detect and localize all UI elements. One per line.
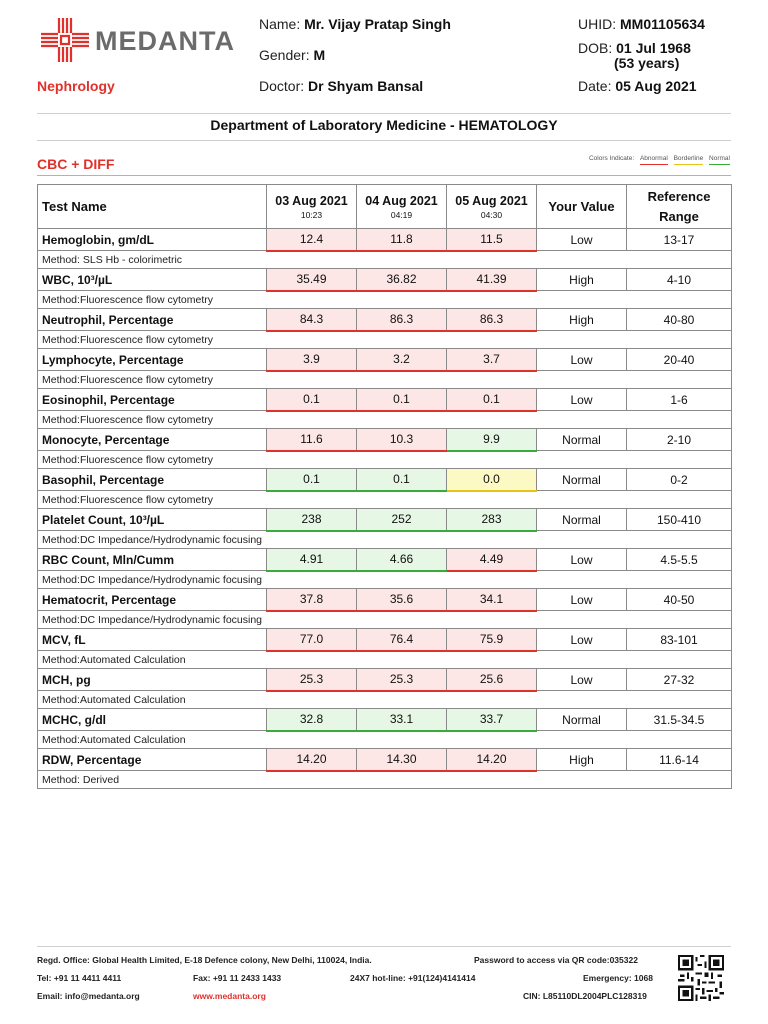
your-value-cell: High <box>537 749 627 771</box>
method-cell: Method:Fluorescence flow cytometry <box>38 371 732 389</box>
reference-range-cell: 20-40 <box>627 349 732 371</box>
test-name-cell: MCH, pg <box>38 669 267 691</box>
result-value-cell: 37.8 <box>267 589 357 611</box>
col-date-2-time: 04:19 <box>390 209 413 220</box>
table-row <box>38 629 732 651</box>
col-date-1-time: 10:23 <box>300 209 323 220</box>
table-row <box>38 709 732 731</box>
table-row <box>38 469 732 491</box>
result-value-cell: 10.3 <box>357 429 447 451</box>
test-name-cell: Monocyte, Percentage <box>38 429 267 451</box>
method-cell: Method:Fluorescence flow cytometry <box>38 331 732 349</box>
results-table <box>37 184 732 789</box>
reference-range-cell: 13-17 <box>627 229 732 251</box>
col-date-1 <box>267 185 357 229</box>
reference-range-cell: 31.5-34.5 <box>627 709 732 731</box>
result-value-cell: 14.20 <box>267 749 357 771</box>
col-reference-range: Reference Range <box>627 185 732 229</box>
uhid-label: UHID: <box>578 16 617 32</box>
result-value-cell: 0.1 <box>267 389 357 411</box>
method-row <box>38 771 732 789</box>
reference-range-cell: 40-80 <box>627 309 732 331</box>
uhid <box>578 16 705 32</box>
result-value-cell: 4.66 <box>357 549 447 571</box>
method-row <box>38 251 732 269</box>
result-value-cell: 12.4 <box>267 229 357 251</box>
table-row <box>38 549 732 571</box>
method-cell: Method:Fluorescence flow cytometry <box>38 291 732 309</box>
legend-normal: Normal <box>709 155 730 165</box>
patient-gender <box>259 47 325 63</box>
reference-range-cell: 27-32 <box>627 669 732 691</box>
dob-value: 01 Jul 1968 <box>616 40 691 56</box>
result-value-cell: 77.0 <box>267 629 357 651</box>
method-row <box>38 491 732 509</box>
test-name-cell: Eosinophil, Percentage <box>38 389 267 411</box>
table-row <box>38 229 732 251</box>
test-name-cell: Platelet Count, 10³/µL <box>38 509 267 531</box>
method-row <box>38 531 732 549</box>
result-value-cell: 33.1 <box>357 709 447 731</box>
medanta-logo-icon <box>37 18 93 62</box>
footer-cin: CIN: L85110DL2004PLC128319 <box>523 991 647 1001</box>
test-name-cell: RDW, Percentage <box>38 749 267 771</box>
your-value-cell: Low <box>537 549 627 571</box>
footer-divider <box>37 946 731 947</box>
test-name-cell: Lymphocyte, Percentage <box>38 349 267 371</box>
table-header-row <box>38 185 732 229</box>
table-row <box>38 749 732 771</box>
table-row <box>38 509 732 531</box>
result-value-cell: 41.39 <box>447 269 537 291</box>
col-date-3 <box>447 185 537 229</box>
qr-code-icon[interactable] <box>678 955 724 1001</box>
result-value-cell: 86.3 <box>447 309 537 331</box>
method-cell: Method:DC Impedance/Hydrodynamic focusing <box>38 571 732 589</box>
result-value-cell: 0.1 <box>267 469 357 491</box>
doctor-value: Dr Shyam Bansal <box>308 78 424 94</box>
footer-fax: Fax: +91 11 2433 1433 <box>193 973 282 983</box>
your-value-cell: Normal <box>537 709 627 731</box>
test-name-cell: MCV, fL <box>38 629 267 651</box>
footer-hotline: 24X7 hot-line: +91(124)4141414 <box>350 973 476 983</box>
date-label: Date: <box>578 78 612 94</box>
reference-range-cell: 40-50 <box>627 589 732 611</box>
test-name-cell: Hemoglobin, gm/dL <box>38 229 267 251</box>
test-name-cell: Basophil, Percentage <box>38 469 267 491</box>
result-value-cell: 25.6 <box>447 669 537 691</box>
report-date <box>578 78 697 94</box>
method-cell: Method:DC Impedance/Hydrodynamic focusing <box>38 611 732 629</box>
section-title: CBC + DIFF <box>37 156 115 172</box>
result-value-cell: 3.7 <box>447 349 537 371</box>
your-value-cell: Normal <box>537 429 627 451</box>
table-row <box>38 309 732 331</box>
result-value-cell: 0.1 <box>357 389 447 411</box>
age-value: (53 years) <box>614 55 680 71</box>
result-value-cell: 0.1 <box>357 469 447 491</box>
method-row <box>38 411 732 429</box>
method-cell: Method:Automated Calculation <box>38 691 732 709</box>
patient-name <box>259 16 451 32</box>
footer-website-link[interactable]: www.medanta.org <box>193 991 266 1001</box>
result-value-cell: 86.3 <box>357 309 447 331</box>
your-value-cell: Low <box>537 629 627 651</box>
result-value-cell: 25.3 <box>357 669 447 691</box>
reference-range-cell: 11.6-14 <box>627 749 732 771</box>
footer-office: Regd. Office: Global Health Limited, E-18 Defence colony, New Delhi, 110024, India. <box>37 955 372 965</box>
name-label: Name: <box>259 16 301 32</box>
result-value-cell: 35.6 <box>357 589 447 611</box>
your-value-cell: Low <box>537 389 627 411</box>
legend-label: Colors Indicate: <box>588 155 635 162</box>
reference-range-cell: 0-2 <box>627 469 732 491</box>
reference-range-cell: 83-101 <box>627 629 732 651</box>
col-date-2 <box>357 185 447 229</box>
reference-range-cell: 150-410 <box>627 509 732 531</box>
table-row <box>38 269 732 291</box>
test-name-cell: RBC Count, Mln/Cumm <box>38 549 267 571</box>
result-value-cell: 0.1 <box>447 389 537 411</box>
method-cell: Method:DC Impedance/Hydrodynamic focusing <box>38 531 732 549</box>
results-body <box>38 229 732 789</box>
table-row <box>38 389 732 411</box>
result-value-cell: 34.1 <box>447 589 537 611</box>
your-value-cell: Low <box>537 229 627 251</box>
result-value-cell: 283 <box>447 509 537 531</box>
legend-borderline: Borderline <box>674 155 704 165</box>
method-row <box>38 611 732 629</box>
result-value-cell: 25.3 <box>267 669 357 691</box>
color-legend <box>589 155 730 165</box>
logo-text: MEDANTA <box>95 26 235 56</box>
result-value-cell: 32.8 <box>267 709 357 731</box>
method-row <box>38 331 732 349</box>
gender-label: Gender: <box>259 47 310 63</box>
method-cell: Method:Automated Calculation <box>38 731 732 749</box>
col-date-3-date: 05 Aug 2021 <box>455 193 528 208</box>
method-cell: Method:Fluorescence flow cytometry <box>38 411 732 429</box>
method-row <box>38 571 732 589</box>
col-date-2-date: 04 Aug 2021 <box>365 193 438 208</box>
result-value-cell: 36.82 <box>357 269 447 291</box>
reference-range-cell: 4.5-5.5 <box>627 549 732 571</box>
your-value-cell: High <box>537 269 627 291</box>
footer-password: Password to access via QR code:035322 <box>474 955 638 965</box>
result-value-cell: 4.91 <box>267 549 357 571</box>
method-cell: Method: Derived <box>38 771 732 789</box>
your-value-cell: Low <box>537 589 627 611</box>
department-title: Department of Laboratory Medicine - HEMATOLOGY <box>210 117 558 133</box>
your-value-cell: Low <box>537 349 627 371</box>
result-value-cell: 252 <box>357 509 447 531</box>
doctor <box>259 78 423 94</box>
result-value-cell: 75.9 <box>447 629 537 651</box>
method-row <box>38 371 732 389</box>
doctor-label: Doctor: <box>259 78 305 94</box>
col-your-value: Your Value <box>537 185 627 229</box>
footer-emergency: Emergency: 1068 <box>583 973 653 983</box>
result-value-cell: 84.3 <box>267 309 357 331</box>
result-value-cell: 33.7 <box>447 709 537 731</box>
name-value: Mr. Vijay Pratap Singh <box>304 16 451 32</box>
result-value-cell: 14.20 <box>447 749 537 771</box>
result-value-cell: 11.6 <box>267 429 357 451</box>
date-value: 05 Aug 2021 <box>615 78 697 94</box>
method-row <box>38 291 732 309</box>
method-row <box>38 691 732 709</box>
your-value-cell: High <box>537 309 627 331</box>
medanta-logo <box>37 18 235 68</box>
section-divider <box>37 175 731 176</box>
col-date-3-time: 04:30 <box>480 209 503 220</box>
uhid-value: MM01105634 <box>620 16 705 32</box>
table-row <box>38 669 732 691</box>
result-value-cell: 0.0 <box>447 469 537 491</box>
method-cell: Method:Automated Calculation <box>38 651 732 669</box>
table-row <box>38 589 732 611</box>
test-name-cell: Neutrophil, Percentage <box>38 309 267 331</box>
dob-label: DOB: <box>578 40 613 56</box>
result-value-cell: 14.30 <box>357 749 447 771</box>
method-row <box>38 651 732 669</box>
result-value-cell: 238 <box>267 509 357 531</box>
result-value-cell: 3.9 <box>267 349 357 371</box>
method-cell: Method:Fluorescence flow cytometry <box>38 491 732 509</box>
footer-email[interactable]: Email: info@medanta.org <box>37 991 140 1001</box>
title-divider <box>37 140 731 141</box>
test-name-cell: WBC, 10³/µL <box>38 269 267 291</box>
result-value-cell: 76.4 <box>357 629 447 651</box>
department-label: Nephrology <box>37 78 115 94</box>
footer-tel: Tel: +91 11 4411 4411 <box>37 973 122 983</box>
your-value-cell: Normal <box>537 469 627 491</box>
test-name-cell: MCHC, g/dl <box>38 709 267 731</box>
result-value-cell: 3.2 <box>357 349 447 371</box>
test-name-cell: Hematocrit, Percentage <box>38 589 267 611</box>
result-value-cell: 11.5 <box>447 229 537 251</box>
result-value-cell: 4.49 <box>447 549 537 571</box>
legend-abnormal: Abnormal <box>640 155 668 165</box>
col-test-name: Test Name <box>38 185 267 229</box>
method-row <box>38 451 732 469</box>
reference-range-cell: 4-10 <box>627 269 732 291</box>
gender-value: M <box>313 47 326 63</box>
col-date-1-date: 03 Aug 2021 <box>275 193 348 208</box>
dob <box>578 40 691 56</box>
method-cell: Method:Fluorescence flow cytometry <box>38 451 732 469</box>
report-header <box>0 0 768 110</box>
table-row <box>38 429 732 451</box>
reference-range-cell: 2-10 <box>627 429 732 451</box>
reference-range-cell: 1-6 <box>627 389 732 411</box>
your-value-cell: Low <box>537 669 627 691</box>
result-value-cell: 11.8 <box>357 229 447 251</box>
your-value-cell: Normal <box>537 509 627 531</box>
result-value-cell: 9.9 <box>447 429 537 451</box>
method-row <box>38 731 732 749</box>
age <box>614 55 679 71</box>
table-row <box>38 349 732 371</box>
result-value-cell: 35.49 <box>267 269 357 291</box>
method-cell: Method: SLS Hb - colorimetric <box>38 251 732 269</box>
header-divider <box>37 113 731 114</box>
